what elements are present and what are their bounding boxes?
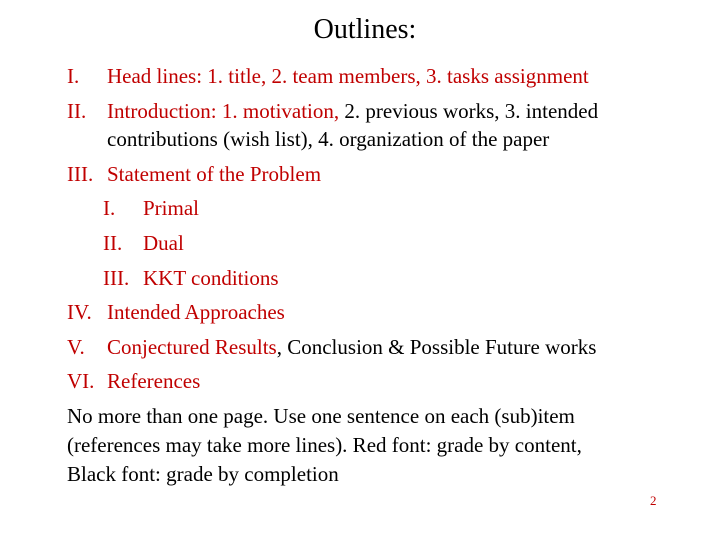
note-line-1: No more than one page. Use one sentence on each (sub)item (67, 404, 575, 428)
sub-item-3-text: KKT conditions (143, 266, 279, 290)
note-line-3: Black font: grade by completion (67, 462, 339, 486)
item-2-black-part: 2. previous works, 3. intended (339, 99, 599, 123)
sub-item-1-number: I. (103, 196, 116, 220)
note-line-2: (references may take more lines). Red font: grade by content, (67, 433, 582, 457)
sub-item-2-number: II. (103, 231, 123, 255)
outline-item-1 (67, 64, 79, 89)
sub-item-3-number: III. (103, 266, 130, 290)
outline-item-5-number: V. (67, 335, 85, 359)
sub-item-1-text: Primal (143, 196, 199, 220)
page-number: 2 (650, 493, 657, 508)
item-5-red-part: Conjectured Results (107, 335, 277, 359)
slide-title: Outlines: (313, 14, 417, 45)
item-2-red-part: Introduction: 1. motivation, (107, 99, 340, 123)
outline-item-5-text (107, 335, 596, 360)
outline-item-1-text: Head lines: 1. title, 2. team members, 3. tasks assignment (107, 64, 589, 88)
outline-item-4-number: IV. (67, 300, 92, 324)
item-number: I. (67, 64, 80, 88)
outline-item-3-text: Statement of the Problem (107, 162, 322, 186)
outline-item-6-number: VI. (67, 369, 95, 393)
outline-item-3-number: III. (67, 162, 94, 186)
outline-item-4-text: Intended Approaches (107, 300, 285, 324)
outline-item-2-number: II. (67, 99, 87, 123)
outline-item-2-text-cont: contributions (wish list), 4. organization of the paper (107, 127, 550, 151)
outline-item-6-text: References (107, 369, 201, 393)
outline-item-2-text (107, 99, 598, 124)
item-5-black-part: , Conclusion & Possible Future works (276, 335, 597, 359)
sub-item-2-text: Dual (143, 231, 184, 255)
